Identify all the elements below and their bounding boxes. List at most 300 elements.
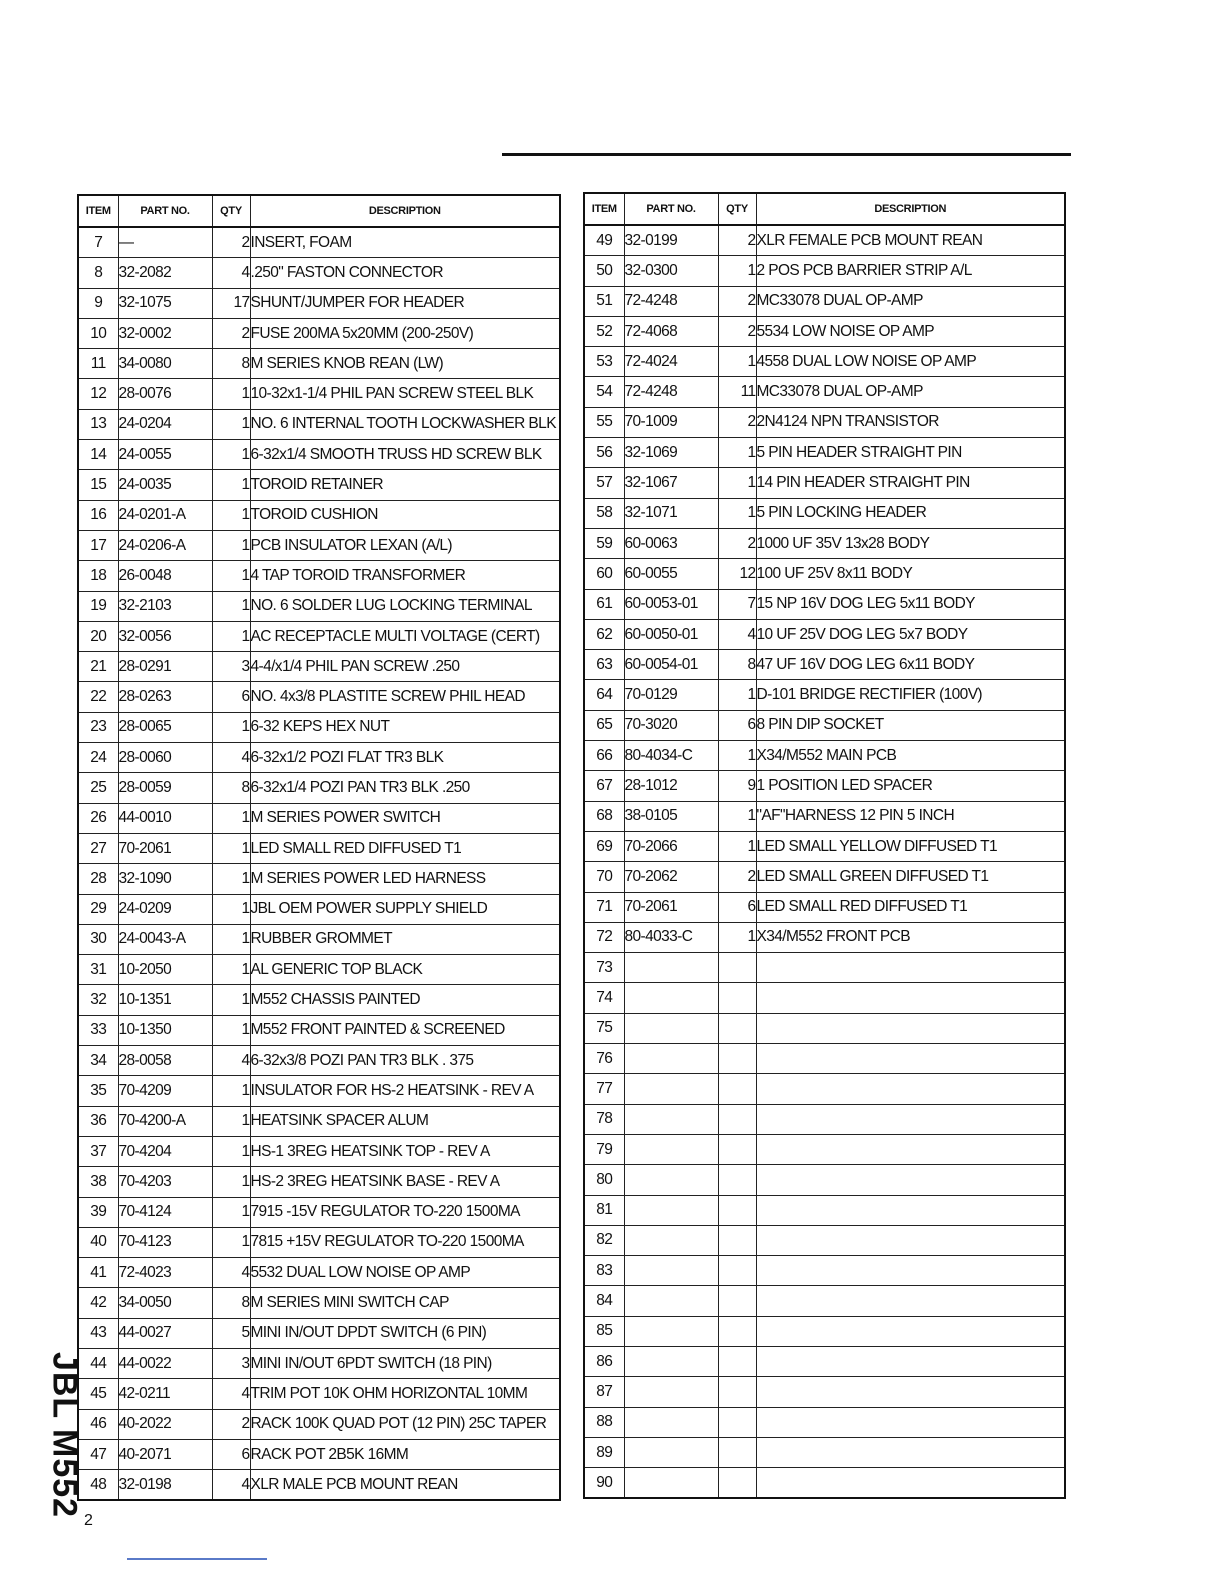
part-no-cell: 80-4033-C: [624, 922, 718, 952]
item-cell: 61: [584, 589, 624, 619]
item-cell: 27: [78, 833, 118, 863]
table-row: [584, 619, 1065, 649]
part-no-cell: 34-0050: [118, 1288, 212, 1318]
qty-cell: 1: [212, 379, 250, 409]
item-cell: 32: [78, 985, 118, 1015]
table-row: [584, 468, 1065, 498]
part-no-cell: [624, 1195, 718, 1225]
qty-cell: 1: [212, 621, 250, 651]
parts-table-left: [77, 194, 561, 1501]
qty-cell: 1: [718, 468, 756, 498]
description-cell: "AF"HARNESS 12 PIN 5 INCH: [756, 801, 1065, 831]
part-no-cell: [624, 983, 718, 1013]
part-no-cell: [624, 1468, 718, 1499]
qty-cell: [718, 1377, 756, 1407]
table-row: [78, 591, 560, 621]
table-row: [584, 438, 1065, 468]
table-row: [584, 892, 1065, 922]
table-row: [78, 864, 560, 894]
part-no-cell: 24-0043-A: [118, 924, 212, 954]
table-row: [78, 470, 560, 500]
description-cell: 6-32x1/4 POZI PAN TR3 BLK .250: [250, 773, 560, 803]
item-cell: 71: [584, 892, 624, 922]
description-cell: X34/M552 MAIN PCB: [756, 741, 1065, 771]
part-no-cell: 10-1350: [118, 1015, 212, 1045]
item-cell: 87: [584, 1377, 624, 1407]
part-no-cell: [624, 1377, 718, 1407]
qty-cell: [718, 1316, 756, 1346]
table-row: [78, 1288, 560, 1318]
qty-cell: 2: [212, 1409, 250, 1439]
description-cell: 1000 UF 35V 13x28 BODY: [756, 528, 1065, 558]
qty-cell: 1: [718, 347, 756, 377]
description-cell: [756, 1437, 1065, 1467]
part-no-cell: [624, 1165, 718, 1195]
item-cell: 23: [78, 712, 118, 742]
description-cell: 7815 +15V REGULATOR TO-220 1500MA: [250, 1227, 560, 1257]
page-number: 2: [84, 1512, 93, 1529]
qty-cell: [718, 1256, 756, 1286]
table-row: [584, 316, 1065, 346]
qty-cell: 1: [212, 500, 250, 530]
qty-cell: 1: [718, 801, 756, 831]
table-row: [78, 1015, 560, 1045]
part-no-cell: 28-0058: [118, 1046, 212, 1076]
description-cell: TRIM POT 10K OHM HORIZONTAL 10MM: [250, 1379, 560, 1409]
part-no-cell: 24-0035: [118, 470, 212, 500]
qty-cell: [718, 1346, 756, 1376]
table-row: [78, 1439, 560, 1469]
part-no-cell: 26-0048: [118, 561, 212, 591]
part-no-cell: [624, 1104, 718, 1134]
part-no-cell: 70-2066: [624, 831, 718, 861]
item-cell: 48: [78, 1470, 118, 1501]
description-cell: 5 PIN HEADER STRAIGHT PIN: [756, 438, 1065, 468]
part-no-cell: 28-0065: [118, 712, 212, 742]
part-no-cell: [624, 1225, 718, 1255]
description-cell: [756, 1286, 1065, 1316]
qty-cell: 11: [718, 377, 756, 407]
table-row: [78, 621, 560, 651]
description-cell: HS-1 3REG HEATSINK TOP - REV A: [250, 1136, 560, 1166]
item-cell: 25: [78, 773, 118, 803]
table-row: [78, 1197, 560, 1227]
qty-cell: 1: [212, 1136, 250, 1166]
table-row: [78, 1046, 560, 1076]
item-cell: 64: [584, 680, 624, 710]
item-cell: 56: [584, 438, 624, 468]
description-cell: 2N4124 NPN TRANSISTOR: [756, 407, 1065, 437]
qty-cell: 1: [212, 712, 250, 742]
description-cell: MINI IN/OUT DPDT SWITCH (6 PIN): [250, 1318, 560, 1348]
qty-cell: 1: [212, 1227, 250, 1257]
description-cell: M552 FRONT PAINTED & SCREENED: [250, 1015, 560, 1045]
part-no-cell: [624, 1437, 718, 1467]
qty-cell: 4: [212, 258, 250, 288]
table-row: [78, 1318, 560, 1348]
description-cell: 5534 LOW NOISE OP AMP: [756, 316, 1065, 346]
table-row: [78, 227, 560, 258]
part-no-cell: 72-4024: [624, 347, 718, 377]
item-cell: 73: [584, 953, 624, 983]
table-row: [584, 1256, 1065, 1286]
item-cell: 34: [78, 1046, 118, 1076]
description-cell: D-101 BRIDGE RECTIFIER (100V): [756, 680, 1065, 710]
table-row: [584, 1013, 1065, 1043]
part-no-cell: 42-0211: [118, 1379, 212, 1409]
qty-cell: 3: [212, 652, 250, 682]
description-cell: 47 UF 16V DOG LEG 6x11 BODY: [756, 650, 1065, 680]
part-no-cell: 60-0054-01: [624, 650, 718, 680]
qty-cell: 1: [212, 955, 250, 985]
table-header-row: [78, 195, 560, 227]
qty-cell: [718, 1074, 756, 1104]
description-cell: NO. 6 SOLDER LUG LOCKING TERMINAL: [250, 591, 560, 621]
item-cell: 81: [584, 1195, 624, 1225]
qty-cell: 1: [212, 924, 250, 954]
item-cell: 70: [584, 862, 624, 892]
item-cell: 78: [584, 1104, 624, 1134]
item-cell: 13: [78, 409, 118, 439]
description-cell: LED SMALL RED DIFFUSED T1: [756, 892, 1065, 922]
description-cell: NO. 6 INTERNAL TOOTH LOCKWASHER BLK: [250, 409, 560, 439]
item-cell: 9: [78, 288, 118, 318]
description-cell: RACK 100K QUAD POT (12 PIN) 25C TAPER: [250, 1409, 560, 1439]
qty-cell: 1: [212, 1197, 250, 1227]
part-no-cell: 40-2071: [118, 1439, 212, 1469]
item-cell: 67: [584, 771, 624, 801]
part-no-cell: 32-0300: [624, 256, 718, 286]
qty-cell: 4: [718, 619, 756, 649]
description-cell: 2 POS PCB BARRIER STRIP A/L: [756, 256, 1065, 286]
description-cell: [756, 1225, 1065, 1255]
item-cell: 65: [584, 710, 624, 740]
description-cell: [756, 1377, 1065, 1407]
header-rule: [502, 153, 1071, 156]
item-cell: 39: [78, 1197, 118, 1227]
part-no-cell: 70-0129: [624, 680, 718, 710]
part-no-cell: 34-0080: [118, 349, 212, 379]
description-cell: 6-32x1/4 SMOOTH TRUSS HD SCREW BLK: [250, 440, 560, 470]
description-cell: NO. 4x3/8 PLASTITE SCREW PHIL HEAD: [250, 682, 560, 712]
table-row: [78, 1470, 560, 1501]
table-row: [78, 440, 560, 470]
qty-cell: 4: [212, 1379, 250, 1409]
item-cell: 46: [78, 1409, 118, 1439]
qty-cell: 2: [718, 862, 756, 892]
description-cell: TOROID RETAINER: [250, 470, 560, 500]
qty-cell: 4: [212, 1470, 250, 1501]
description-cell: [756, 1256, 1065, 1286]
description-cell: M SERIES POWER LED HARNESS: [250, 864, 560, 894]
table-row: [78, 894, 560, 924]
description-cell: .250" FASTON CONNECTOR: [250, 258, 560, 288]
table-row: [78, 924, 560, 954]
qty-cell: 17: [212, 288, 250, 318]
item-cell: 58: [584, 498, 624, 528]
item-cell: 31: [78, 955, 118, 985]
description-cell: [756, 1165, 1065, 1195]
part-no-cell: 70-4123: [118, 1227, 212, 1257]
part-no-cell: [624, 1074, 718, 1104]
part-no-cell: 24-0201-A: [118, 500, 212, 530]
table-row: [584, 771, 1065, 801]
description-cell: 100 UF 25V 8x11 BODY: [756, 559, 1065, 589]
description-cell: HEATSINK SPACER ALUM: [250, 1106, 560, 1136]
description-cell: 14 PIN HEADER STRAIGHT PIN: [756, 468, 1065, 498]
description-cell: JBL OEM POWER SUPPLY SHIELD: [250, 894, 560, 924]
table-row: [584, 1165, 1065, 1195]
description-cell: LED SMALL GREEN DIFFUSED T1: [756, 862, 1065, 892]
description-cell: [756, 1044, 1065, 1074]
part-no-cell: [624, 953, 718, 983]
part-no-cell: 70-4124: [118, 1197, 212, 1227]
item-cell: 79: [584, 1134, 624, 1164]
description-cell: RUBBER GROMMET: [250, 924, 560, 954]
qty-cell: [718, 983, 756, 1013]
part-no-cell: 40-2022: [118, 1409, 212, 1439]
table-row: [584, 347, 1065, 377]
item-cell: 26: [78, 803, 118, 833]
part-no-cell: 80-4034-C: [624, 741, 718, 771]
item-cell: 11: [78, 349, 118, 379]
item-cell: 83: [584, 1256, 624, 1286]
part-no-cell: 32-0002: [118, 318, 212, 348]
description-cell: FUSE 200MA 5x20MM (200-250V): [250, 318, 560, 348]
item-cell: 74: [584, 983, 624, 1013]
item-cell: 42: [78, 1288, 118, 1318]
table-row: [584, 680, 1065, 710]
qty-cell: 1: [212, 1076, 250, 1106]
description-cell: HS-2 3REG HEATSINK BASE - REV A: [250, 1167, 560, 1197]
qty-cell: 8: [212, 1288, 250, 1318]
description-cell: [756, 953, 1065, 983]
item-cell: 77: [584, 1074, 624, 1104]
qty-cell: 8: [212, 349, 250, 379]
part-no-cell: 44-0010: [118, 803, 212, 833]
qty-cell: 1: [212, 864, 250, 894]
description-cell: 15 NP 16V DOG LEG 5x11 BODY: [756, 589, 1065, 619]
part-no-cell: 70-3020: [624, 710, 718, 740]
part-no-cell: 60-0050-01: [624, 619, 718, 649]
qty-cell: 2: [718, 528, 756, 558]
description-cell: AL GENERIC TOP BLACK: [250, 955, 560, 985]
item-cell: 38: [78, 1167, 118, 1197]
table-row: [78, 1076, 560, 1106]
table-row: [78, 349, 560, 379]
description-cell: 4 TAP TOROID TRANSFORMER: [250, 561, 560, 591]
table-row: [78, 682, 560, 712]
header-part-no: PART NO.: [118, 195, 212, 227]
part-no-cell: 32-1075: [118, 288, 212, 318]
part-no-cell: [624, 1286, 718, 1316]
part-no-cell: 32-2103: [118, 591, 212, 621]
qty-cell: 1: [212, 1015, 250, 1045]
item-cell: 88: [584, 1407, 624, 1437]
item-cell: 86: [584, 1346, 624, 1376]
table-row: [584, 741, 1065, 771]
item-cell: 22: [78, 682, 118, 712]
qty-cell: [718, 1407, 756, 1437]
table-row: [584, 1225, 1065, 1255]
qty-cell: 1: [718, 256, 756, 286]
item-cell: 89: [584, 1437, 624, 1467]
item-cell: 16: [78, 500, 118, 530]
description-cell: M552 CHASSIS PAINTED: [250, 985, 560, 1015]
item-cell: 36: [78, 1106, 118, 1136]
table-row: [584, 831, 1065, 861]
description-cell: M SERIES POWER SWITCH: [250, 803, 560, 833]
table-row: [584, 953, 1065, 983]
part-no-cell: 70-1009: [624, 407, 718, 437]
part-no-cell: 70-4209: [118, 1076, 212, 1106]
table-row: [584, 1437, 1065, 1467]
header-item: ITEM: [78, 195, 118, 227]
item-cell: 20: [78, 621, 118, 651]
qty-cell: 1: [212, 530, 250, 560]
description-cell: 5532 DUAL LOW NOISE OP AMP: [250, 1258, 560, 1288]
table-row: [584, 1044, 1065, 1074]
description-cell: [756, 1316, 1065, 1346]
item-cell: 19: [78, 591, 118, 621]
part-no-cell: 72-4248: [624, 377, 718, 407]
table-row: [78, 1167, 560, 1197]
qty-cell: 8: [718, 650, 756, 680]
qty-cell: 6: [718, 710, 756, 740]
part-no-cell: 38-0105: [624, 801, 718, 831]
qty-cell: 1: [718, 741, 756, 771]
item-cell: 28: [78, 864, 118, 894]
table-row: [584, 1468, 1065, 1499]
part-no-cell: 70-4204: [118, 1136, 212, 1166]
item-cell: 43: [78, 1318, 118, 1348]
description-cell: [756, 1074, 1065, 1104]
description-cell: LED SMALL YELLOW DIFFUSED T1: [756, 831, 1065, 861]
table-row: [584, 1316, 1065, 1346]
qty-cell: 2: [718, 407, 756, 437]
table-row: [584, 559, 1065, 589]
header-item: ITEM: [584, 193, 624, 225]
qty-cell: 1: [212, 561, 250, 591]
item-cell: 75: [584, 1013, 624, 1043]
item-cell: 37: [78, 1136, 118, 1166]
description-cell: 8 PIN DIP SOCKET: [756, 710, 1065, 740]
qty-cell: 2: [212, 227, 250, 258]
description-cell: MC33078 DUAL OP-AMP: [756, 286, 1065, 316]
description-cell: [756, 1407, 1065, 1437]
table-row: [584, 1195, 1065, 1225]
qty-cell: 4: [212, 1046, 250, 1076]
qty-cell: 1: [212, 1167, 250, 1197]
part-no-cell: 28-0060: [118, 743, 212, 773]
qty-cell: [718, 1195, 756, 1225]
table-row: [78, 318, 560, 348]
table-row: [584, 377, 1065, 407]
part-no-cell: 32-1067: [624, 468, 718, 498]
table-row: [584, 1377, 1065, 1407]
item-cell: 44: [78, 1348, 118, 1378]
qty-cell: [718, 1468, 756, 1499]
part-no-cell: 60-0063: [624, 528, 718, 558]
table-row: [78, 561, 560, 591]
table-row: [584, 710, 1065, 740]
qty-cell: [718, 1134, 756, 1164]
table-row: [584, 801, 1065, 831]
table-header-row: [584, 193, 1065, 225]
qty-cell: 1: [718, 680, 756, 710]
item-cell: 53: [584, 347, 624, 377]
part-no-cell: 32-1090: [118, 864, 212, 894]
description-cell: 6-32x1/2 POZI FLAT TR3 BLK: [250, 743, 560, 773]
item-cell: 18: [78, 561, 118, 591]
qty-cell: 6: [718, 892, 756, 922]
part-no-cell: 70-2062: [624, 862, 718, 892]
header-description: DESCRIPTION: [250, 195, 560, 227]
part-no-cell: 10-2050: [118, 955, 212, 985]
qty-cell: 1: [212, 985, 250, 1015]
item-cell: 49: [584, 225, 624, 256]
part-no-cell: 28-0076: [118, 379, 212, 409]
table-row: [78, 500, 560, 530]
item-cell: 69: [584, 831, 624, 861]
table-row: [78, 409, 560, 439]
description-cell: RACK POT 2B5K 16MM: [250, 1439, 560, 1469]
part-no-cell: 24-0204: [118, 409, 212, 439]
qty-cell: [718, 1286, 756, 1316]
description-cell: [756, 1134, 1065, 1164]
item-cell: 52: [584, 316, 624, 346]
part-no-cell: 28-1012: [624, 771, 718, 801]
qty-cell: 1: [718, 831, 756, 861]
qty-cell: 1: [212, 591, 250, 621]
table-row: [584, 256, 1065, 286]
description-cell: 10 UF 25V DOG LEG 5x7 BODY: [756, 619, 1065, 649]
table-row: [584, 407, 1065, 437]
part-no-cell: 32-1069: [624, 438, 718, 468]
qty-cell: [718, 1044, 756, 1074]
bottom-underline: [127, 1558, 267, 1560]
table-row: [78, 985, 560, 1015]
description-cell: [756, 983, 1065, 1013]
table-row: [584, 1104, 1065, 1134]
table-row: [78, 1409, 560, 1439]
table-row: [78, 1136, 560, 1166]
qty-cell: 1: [212, 470, 250, 500]
description-cell: M SERIES KNOB REAN (LW): [250, 349, 560, 379]
part-no-cell: 32-0056: [118, 621, 212, 651]
description-cell: [756, 1468, 1065, 1499]
part-no-cell: 32-0199: [624, 225, 718, 256]
item-cell: 76: [584, 1044, 624, 1074]
table-row: [78, 530, 560, 560]
qty-cell: 1: [718, 498, 756, 528]
description-cell: XLR FEMALE PCB MOUNT REAN: [756, 225, 1065, 256]
item-cell: 41: [78, 1258, 118, 1288]
qty-cell: [718, 1225, 756, 1255]
table-row: [584, 650, 1065, 680]
table-row: [584, 1407, 1065, 1437]
item-cell: 30: [78, 924, 118, 954]
header-part-no: PART NO.: [624, 193, 718, 225]
table-row: [584, 1346, 1065, 1376]
description-cell: PCB INSULATOR LEXAN (A/L): [250, 530, 560, 560]
description-cell: 7915 -15V REGULATOR TO-220 1500MA: [250, 1197, 560, 1227]
table-row: [78, 1258, 560, 1288]
table-row: [78, 379, 560, 409]
qty-cell: 1: [212, 440, 250, 470]
table-row: [584, 225, 1065, 256]
qty-cell: 12: [718, 559, 756, 589]
